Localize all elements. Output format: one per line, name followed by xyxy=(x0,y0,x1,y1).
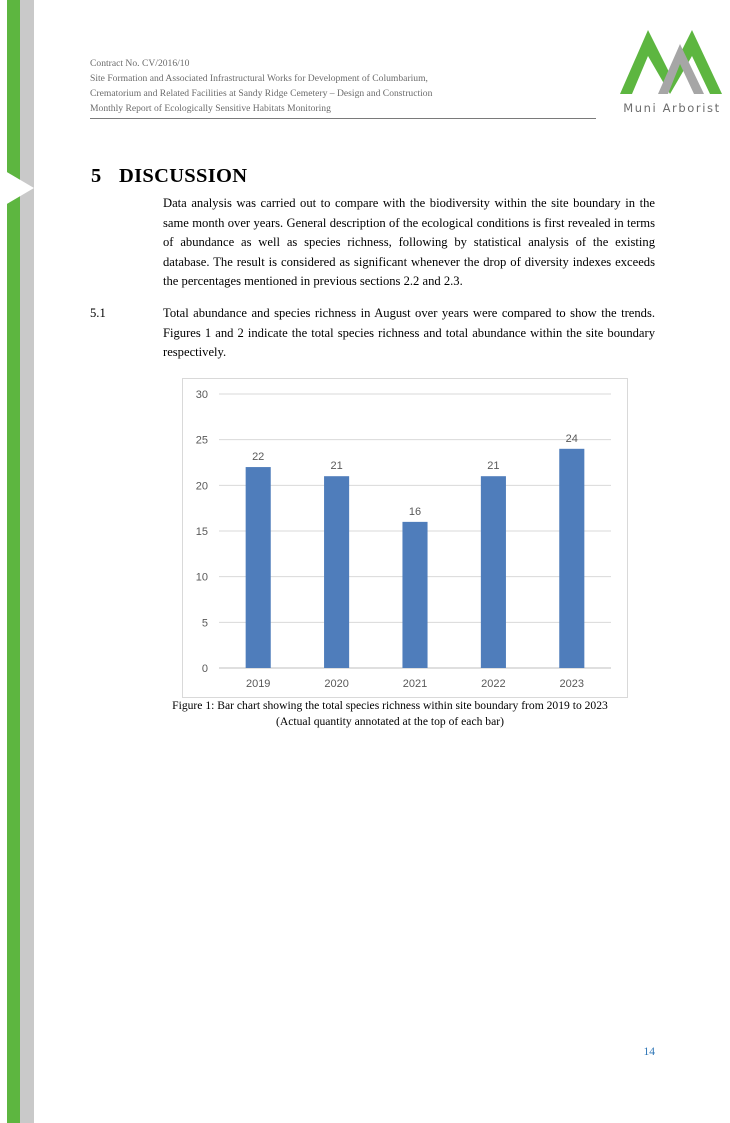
data-label: 16 xyxy=(408,505,422,518)
data-label: 21 xyxy=(330,460,343,473)
bar xyxy=(246,467,271,668)
data-label: 22 xyxy=(252,451,265,464)
header-report-line: Monthly Report of Ecologically Sensitive Habitats Monitoring xyxy=(90,103,331,114)
species-richness-chart xyxy=(182,378,628,698)
bar-chart-svg xyxy=(183,379,627,697)
header-contract-line: Contract No. CV/2016/10 xyxy=(90,58,190,69)
bar xyxy=(559,449,584,668)
y-tick-label: 25 xyxy=(195,434,208,447)
intro-paragraph: Data analysis was carried out to compare with the biodiversity within the site boundary in the same month over years. General description of the ecological conditions is first revealed in terms of abundance as well as species richness, following by statistical analysis of the existing database. The result is considered as significant whenever the drop of diversity indexes exceeds the percentages mentioned in previous sections 2.2 and 2.3. xyxy=(163,196,655,288)
section-title: DISCUSSION xyxy=(119,165,248,187)
y-tick-label: 20 xyxy=(195,480,208,493)
muni-arborist-logo xyxy=(618,22,728,122)
x-tick-label: 2022 xyxy=(481,678,506,690)
figure-caption-note: (Actual quantity annotated at the top of each bar) xyxy=(276,715,504,728)
clause-paragraph: Total abundance and species richness in August over years were compared to show the trends. Figures 1 and 2 indicate the total species richness and total abundance within the site boundary respectively. xyxy=(163,306,655,359)
data-label: 24 xyxy=(565,432,578,445)
bar xyxy=(402,522,427,668)
document-header xyxy=(90,56,596,119)
y-tick-label: 30 xyxy=(195,389,208,401)
y-tick-label: 15 xyxy=(195,526,208,538)
x-tick-label: 2021 xyxy=(402,678,428,690)
mountain-logo-icon xyxy=(618,22,726,98)
header-project-line-2: Crematorium and Related Facilities at Sandy Ridge Cemetery – Design and Construction xyxy=(90,88,433,99)
section-heading xyxy=(91,165,247,188)
y-tick-label: 5 xyxy=(201,617,208,630)
bar xyxy=(324,476,349,668)
stripe-notch-arrow xyxy=(0,168,40,208)
data-label: 21 xyxy=(487,460,500,473)
header-project-line-1: Site Formation and Associated Infrastructural Works for Development of Columbarium, xyxy=(90,73,428,84)
y-tick-label: 0 xyxy=(201,663,208,675)
section-number: 5 xyxy=(91,165,102,187)
x-tick-label: 2023 xyxy=(559,678,585,690)
bar xyxy=(481,476,506,668)
x-tick-label: 2020 xyxy=(324,678,349,690)
y-tick-label: 10 xyxy=(195,571,208,584)
figure-caption: Figure 1: Bar chart showing the total species richness within site boundary from 2019 to 2023 xyxy=(172,699,608,712)
logo-text: Muni Arborist xyxy=(623,101,721,115)
x-tick-label: 2019 xyxy=(245,678,271,690)
page-number: 14 xyxy=(643,1046,655,1058)
clause-number: 5.1 xyxy=(90,306,106,320)
